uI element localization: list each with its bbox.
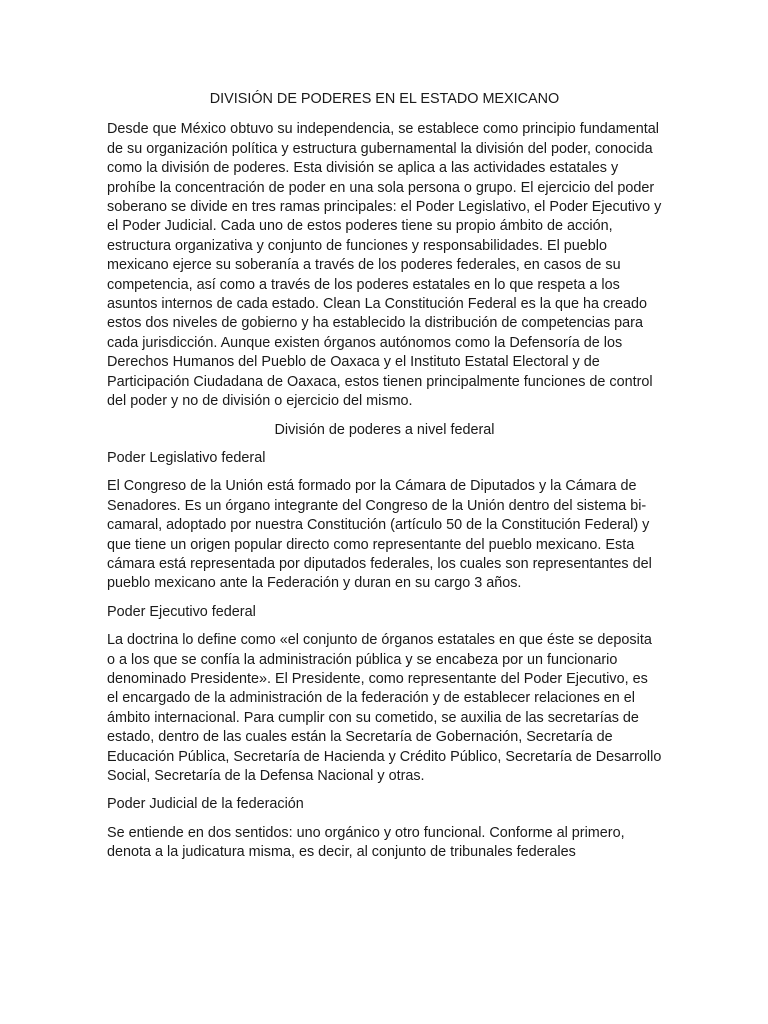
- executive-paragraph: La doctrina lo define como «el conjunto de órganos estatales en que éste se deposita o a los que se confía la administración pública y se encabeza por un funcionario denominado Presidente». El Presidente, como representante del Poder Ejecutivo, es el encargado de la administración de la federación y de establecer relaciones en el ámbito internacional. Para cumplir con su cometido, se auxilia de las secretarías de estado, dentro de las cuales están la Secretaría de Gobernación, Secretaría de Educación Pública, Secretaría de Hacienda y Crédito Público, Secretaría de Desarrollo Social, Secretaría de la Defensa Nacional y otras.: [107, 632, 662, 784]
- executive-heading: Poder Ejecutivo federal: [107, 603, 256, 620]
- judicial-heading: Poder Judicial de la federación: [107, 796, 304, 813]
- legislative-heading: Poder Legislativo federal: [107, 449, 266, 466]
- judicial-paragraph: Se entiende en dos sentidos: uno orgánico y otro funcional. Conforme al primero, denota a la judicatura misma, es decir, al conjunto de tribunales federales: [107, 824, 625, 861]
- document-title: DIVISIÓN DE PODERES EN EL ESTADO MEXICANO: [209, 91, 560, 107]
- document-page: [107, 90, 662, 872]
- intro-paragraph: Desde que México obtuvo su independencia, se establece como principio fundamental de su organización política y estructura gubernamental la división del poder, conocida como la división de poderes. Esta división se aplica a las actividades estatales y prohíbe la concentración de poder en una sola persona o grupo. El ejercicio del poder soberano se divide en tres ramas principales: el Poder Legislativo, el Poder Ejecutivo y el Poder Judicial. Cada uno de estos poderes tiene su propio ámbito de acción, estructura organizativa y conjunto de funciones y responsabilidades. El pueblo mexicano ejerce su soberanía a través de los poderes federales, en casos de su competencia, así como a través de los poderes estatales en lo que respeta a los asuntos internos de cada estado. Clean La Constitución Federal es la que ha creado estos dos niveles de gobierno y ha establecido la distribución de competencias para cada jurisdicción. Aunque existen órganos autónomos como la Defensoría de los Derechos Humanos del Pueblo de Oaxaca y el Instituto Estatal Electoral y de Participación Ciudadana de Oaxaca, estos tienen principalmente funciones de control del poder y no de división o ejercicio del mismo.: [107, 121, 662, 410]
- federal-heading: División de poderes a nivel federal: [274, 421, 495, 438]
- legislative-paragraph: El Congreso de la Unión está formado por la Cámara de Diputados y la Cámara de Senadores. Es un órgano integrante del Congreso de la Unión dentro del sistema bi-camaral, adoptado por nuestra Constitución (artículo 50 de la Constitución Federal) y que tiene un origen popular directo como representante del pueblo mexicano. Esta cámara está representada por diputados federales, los cuales son representantes del pueblo mexicano ante la Federación y duran en su cargo 3 años.: [107, 478, 652, 592]
